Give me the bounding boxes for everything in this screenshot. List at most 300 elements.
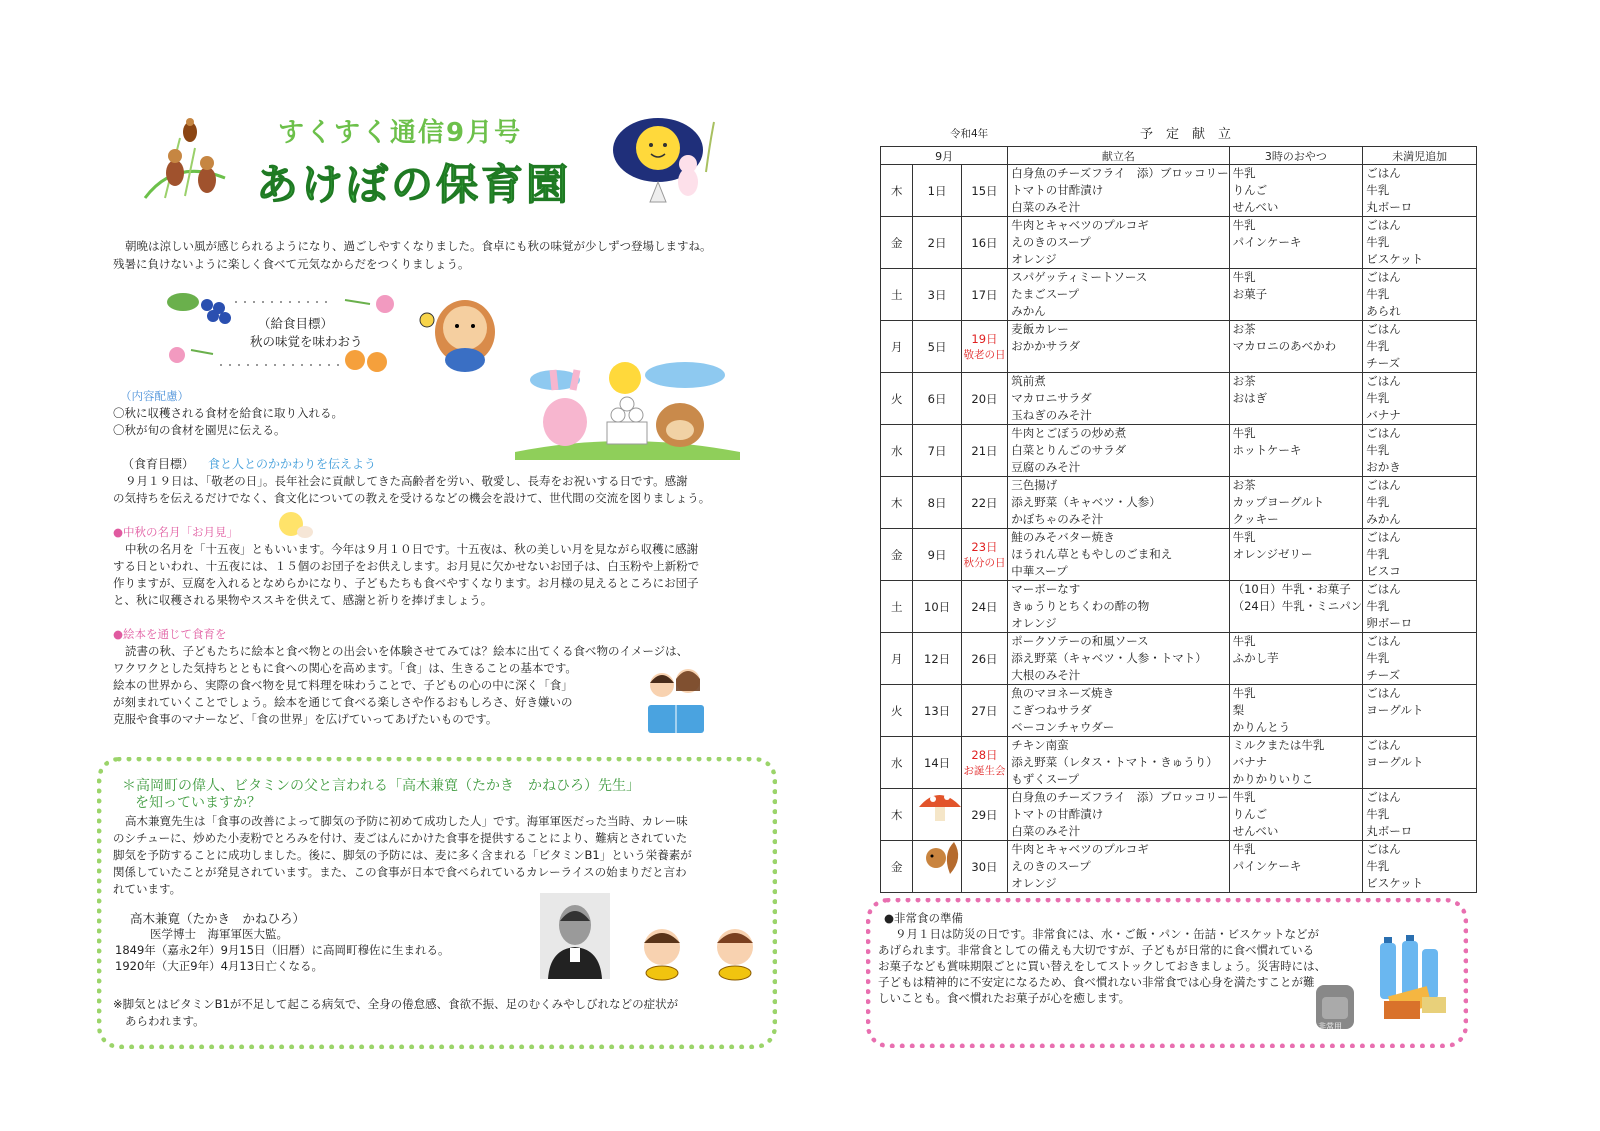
extra-item: 丸ボーロ	[1366, 200, 1413, 214]
book-text-line: 絵本の世界から、実際の食べ物を見て料理を味わうことで、子どもの心の中に深く「食」	[113, 678, 573, 692]
menu-item: トマトの甘酢漬け	[1011, 807, 1104, 821]
snack-item	[1233, 875, 1363, 892]
snack-item: （24日）牛乳・ミニパン	[1232, 599, 1363, 613]
emergency-text-line: 子どもは精神的に不安定になるため、食べ慣れない非常食では心身を満たすことが難	[878, 975, 1315, 989]
menu-item: 白菜とりんごのサラダ	[1011, 443, 1127, 457]
emergency-heading: ●非常食の準備	[884, 911, 964, 925]
date-cell: 9日	[913, 529, 961, 581]
menu-item: 添え野菜（レタス・トマト・きゅうり）	[1011, 755, 1218, 769]
edu-text-line: の気持ちを伝えるだけでなく、食文化についての教えを受けるなどの機会を設けて、世代間の交流を図りましょう。	[113, 491, 711, 505]
menu-cell	[1008, 581, 1229, 633]
newsletter-title: すくすく通信9月号	[278, 118, 523, 148]
extra-item: チーズ	[1366, 668, 1401, 682]
snack-cell	[1229, 165, 1363, 217]
date2-cell	[961, 425, 1008, 477]
menu-row	[881, 685, 1477, 737]
menu-cell	[1008, 685, 1229, 737]
header-extra: 未満児追加	[1363, 147, 1477, 165]
snack-cell	[1229, 321, 1363, 373]
menu-item: 牛肉とキャベツのプルコギ	[1011, 842, 1149, 856]
date-cell: 5日	[913, 321, 961, 373]
snack-item: お茶	[1232, 374, 1256, 388]
snack-item: ミルクまたは牛乳	[1232, 738, 1325, 752]
nursery-name: あけぼの保育園	[256, 160, 572, 209]
snack-item: 牛乳	[1232, 166, 1256, 180]
menu-item: オレンジ	[1011, 252, 1057, 266]
menu-row	[881, 165, 1477, 217]
date2-value: 29日	[971, 807, 998, 822]
date-cell: 10日	[913, 581, 961, 633]
snack-item: りんご	[1232, 183, 1268, 197]
date-cell: 14日	[913, 737, 961, 789]
day-of-week-cell: 火	[881, 685, 913, 737]
day-of-week-cell: 土	[881, 269, 913, 321]
snack-item: （10日）牛乳・お菓子	[1232, 582, 1351, 596]
takagi-bio-line: 1849年（嘉永2年）9月15日（旧暦）に高岡町穆佐に生まれる。	[115, 943, 450, 957]
moon-text-line: 作りますが、豆腐を入れるとなめらかになり、子どもたちも食べやすくなります。お月様の見えるところにお団子	[113, 576, 699, 590]
snack-item: 牛乳	[1232, 530, 1256, 544]
takagi-name: 高木兼寛（たかき かねひろ）	[130, 911, 306, 926]
extra-item: ごはん	[1366, 842, 1401, 856]
menu-item: オレンジ	[1011, 876, 1057, 890]
menu-row	[881, 529, 1477, 581]
day-of-week-cell: 木	[881, 165, 913, 217]
snack-item: 牛乳	[1232, 426, 1256, 440]
menu-item: みかん	[1011, 304, 1046, 318]
header-menu: 献立名	[1008, 147, 1229, 165]
takagi-bio-line: 医学博士 海軍軍医大監。	[150, 927, 288, 941]
menu-row	[881, 841, 1477, 893]
menu-cell	[1008, 477, 1229, 529]
extra-item: 丸ボーロ	[1366, 824, 1413, 838]
menu-row	[881, 321, 1477, 373]
menu-row	[881, 633, 1477, 685]
date2-value: 16日	[971, 235, 998, 250]
extra-cell	[1363, 789, 1477, 841]
date-cell: 13日	[913, 685, 961, 737]
extra-cell	[1363, 633, 1477, 685]
menu-item: かぼちゃのみそ汁	[1011, 512, 1104, 526]
extra-item	[1366, 771, 1476, 788]
squirrel-icon	[920, 838, 964, 878]
date2-value: 15日	[971, 183, 998, 198]
snack-item: クッキー	[1232, 512, 1279, 526]
takagi-bio-line: 1920年（大正9年）4月13日亡くなる。	[115, 959, 324, 973]
snack-item	[1233, 667, 1363, 684]
extra-item: 牛乳	[1366, 547, 1390, 561]
extra-item: ごはん	[1366, 686, 1401, 700]
extra-item: 牛乳	[1366, 339, 1390, 353]
menu-cell	[1008, 633, 1229, 685]
extra-cell	[1363, 737, 1477, 789]
extra-item: ごはん	[1366, 322, 1401, 336]
menu-item: 鮭のみそバター焼き	[1011, 530, 1115, 544]
date2-value: 28日	[971, 748, 998, 762]
extra-item: ごはん	[1366, 582, 1401, 596]
snack-item: おはぎ	[1232, 391, 1268, 405]
extra-item: ごはん	[1366, 218, 1401, 232]
extra-item: ビスコ	[1366, 564, 1401, 578]
emergency-text-line: お菓子なども賞味期限ごとに買い替えをしてストックしておきましょう。災害時には、	[878, 959, 1327, 973]
extra-item: 牛乳	[1366, 859, 1390, 873]
menu-item: 筑前煮	[1011, 374, 1046, 388]
extra-item: 牛乳	[1366, 391, 1390, 405]
extra-item: 牛乳	[1366, 235, 1390, 249]
extra-item: ごはん	[1366, 738, 1401, 752]
extra-item: ごはん	[1366, 426, 1401, 440]
menu-item: チキン南蛮	[1011, 738, 1069, 752]
extra-cell	[1363, 581, 1477, 633]
menu-item: 豆腐のみそ汁	[1011, 460, 1081, 474]
book-section-heading: ●絵本を通じて食育を	[113, 627, 227, 641]
menu-row	[881, 269, 1477, 321]
edu-goal-label: （食育目標）	[122, 457, 195, 471]
date-cell: 12日	[913, 633, 961, 685]
extra-cell	[1363, 425, 1477, 477]
extra-item: ごはん	[1366, 634, 1401, 648]
takagi-heading-line: を知っていますか？	[135, 795, 261, 811]
children-reading-illustration	[640, 665, 710, 737]
menu-item: 大根のみそ汁	[1011, 668, 1081, 682]
content-item: 〇秋が旬の食材を園児に伝える。	[113, 423, 286, 437]
moon-night-illustration	[610, 112, 720, 207]
snack-item: お茶	[1232, 322, 1256, 336]
moon-viewing-illustration	[515, 360, 740, 460]
snack-item	[1233, 459, 1363, 476]
day-of-week-cell: 金	[881, 841, 913, 893]
menu-row	[881, 217, 1477, 269]
date-cell: 6日	[913, 373, 961, 425]
content-heading: （内容配慮）	[120, 389, 189, 403]
takagi-text-line: 関係していたことが発見されています。また、この食事が日本で食べられているカレーライスの始まりだと言わ	[113, 865, 687, 879]
date2-value: 30日	[971, 859, 998, 874]
extra-item: 牛乳	[1366, 287, 1390, 301]
menu-item: えのきのスープ	[1011, 235, 1091, 249]
snack-item: 牛乳	[1232, 842, 1256, 856]
takagi-portrait	[540, 893, 610, 979]
footnote-line: ※脚気とはビタミンB1が不足して起こる病気で、全身の倦怠感、食欲不振、足のむくみやしびれなどの症状が	[113, 997, 679, 1011]
emergency-text-line: ９月１日は防災の日です。非常食には、水・ご飯・パン・缶詰・ビスケットなどが	[895, 927, 1320, 941]
date2-cell	[961, 529, 1008, 581]
menu-item: 牛肉とキャベツのプルコギ	[1011, 218, 1149, 232]
snack-item: マカロニのあべかわ	[1232, 339, 1337, 353]
snack-cell	[1229, 477, 1363, 529]
date2-value: 17日	[971, 287, 998, 302]
takagi-heading-line: ＊高岡町の偉人、ビタミンの父と言われる「高木兼寛（たかき かねひろ）先生」	[122, 778, 640, 794]
snack-item: ホットケーキ	[1232, 443, 1302, 457]
emergency-bag-label: 非常用	[1318, 1022, 1342, 1031]
menu-item: ベーコンチャウダー	[1011, 720, 1115, 734]
snack-item	[1233, 355, 1363, 372]
book-text-line: 読書の秋、子どもたちに絵本と食べ物との出会いを体験させてみては？絵本に出てくる食べ物のイメージは、	[125, 644, 689, 658]
snack-item: 牛乳	[1232, 270, 1256, 284]
date2-value: 21日	[971, 443, 998, 458]
snack-item: せんべい	[1232, 824, 1279, 838]
footnote-line: あらわれます。	[125, 1014, 205, 1028]
day-of-week-cell: 月	[881, 633, 913, 685]
date-cell: 8日	[913, 477, 961, 529]
menu-table	[880, 146, 1477, 893]
extra-item: ごはん	[1366, 166, 1401, 180]
menu-item: ポークソテーの和風ソース	[1011, 634, 1149, 648]
menu-cell	[1008, 217, 1229, 269]
extra-cell	[1363, 841, 1477, 893]
menu-item: 白身魚のチーズフライ 添）ブロッコリー	[1011, 166, 1229, 180]
day-of-week-cell: 月	[881, 321, 913, 373]
day-of-week-cell: 木	[881, 789, 913, 841]
date2-cell	[961, 581, 1008, 633]
extra-item: みかん	[1366, 512, 1401, 526]
snack-item: ふかし芋	[1232, 651, 1279, 665]
date2-value: 26日	[971, 651, 998, 666]
snack-cell	[1229, 737, 1363, 789]
menu-item: 麦飯カレー	[1011, 322, 1069, 336]
menu-item: 白菜のみそ汁	[1011, 824, 1081, 838]
day-of-week-cell: 水	[881, 425, 913, 477]
day-of-week-cell: 木	[881, 477, 913, 529]
snack-item: りんご	[1232, 807, 1268, 821]
moon-bunny-icon	[275, 510, 315, 540]
day-of-week-cell: 金	[881, 217, 913, 269]
emergency-text-line: しいことも。食べ慣れたお菓子が心を癒します。	[878, 991, 1131, 1005]
edu-text-line: ９月１９日は、「敬老の日」。長年社会に貢献してきた高齢者を労い、敬愛し、長寿をお祝いする日です。感謝	[125, 474, 688, 488]
snack-item: パインケーキ	[1232, 235, 1302, 249]
menu-item: マーボーなす	[1011, 582, 1081, 596]
menu-row	[881, 737, 1477, 789]
date2-cell	[961, 685, 1008, 737]
snack-item: お茶	[1232, 478, 1256, 492]
menu-item: おかかサラダ	[1011, 339, 1081, 353]
day-of-week-cell: 水	[881, 737, 913, 789]
date-cell: 2日	[913, 217, 961, 269]
holiday-note: 秋分の日	[963, 557, 1006, 569]
snack-item: カップヨーグルト	[1232, 495, 1325, 509]
content-item: 〇秋に収穫される食材を給食に取り入れる。	[113, 406, 343, 420]
date2-value: 19日	[971, 332, 998, 346]
menu-item: 玉ねぎのみそ汁	[1011, 408, 1092, 422]
snack-item: パインケーキ	[1232, 859, 1302, 873]
moon-text-line: と、秋に収穫される果物やススキを供えて、感謝と祈りを捧げましょう。	[113, 593, 493, 607]
edu-goal: 食と人とのかかわりを伝えよう	[208, 457, 377, 471]
menu-item: えのきのスープ	[1011, 859, 1091, 873]
menu-cell	[1008, 841, 1229, 893]
date2-cell	[961, 841, 1008, 893]
menu-table-header	[881, 147, 1477, 165]
extra-item: ビスケット	[1366, 252, 1424, 266]
extra-item: ごはん	[1366, 478, 1401, 492]
date2-cell	[961, 373, 1008, 425]
menu-item: スパゲッティミートソース	[1011, 270, 1148, 284]
day-of-week-cell: 金	[881, 529, 913, 581]
extra-cell	[1363, 373, 1477, 425]
book-text-line: 克服や食事のマナーなど、「食の世界」を広げていってあげたいものです。	[113, 712, 498, 726]
menu-item: ほうれん草ともやしのごま和え	[1011, 547, 1173, 561]
extra-item: 牛乳	[1366, 495, 1390, 509]
menu-table-title: 予 定 献 立	[1140, 127, 1232, 142]
moon-text-line: 中秋の名月を「十五夜」ともいいます。今年は９月１０日です。十五夜は、秋の美しい月を見ながら収穫に感謝	[125, 542, 699, 556]
menu-item: オレンジ	[1011, 616, 1057, 630]
snack-cell	[1229, 373, 1363, 425]
menu-item: 魚のマヨネーズ焼き	[1011, 686, 1115, 700]
moon-section-heading: ●中秋の名月「お月見」	[113, 525, 239, 539]
extra-item: チーズ	[1366, 356, 1401, 370]
header-snack: 3時のおやつ	[1229, 147, 1363, 165]
date-cell: 3日	[913, 269, 961, 321]
intro-line: 朝晩は涼しい風が感じられるようになり、過ごしやすくなりました。食卓にも秋の味覚が少しずつ登場しますね。	[125, 239, 712, 253]
takagi-text-line: のシチューに、炒めた小麦粉でとろみを付け、麦ごはんにかけた食事を提供することにより、難病とされていた	[113, 831, 688, 845]
header-month: 9月	[881, 147, 1008, 165]
snack-cell	[1229, 529, 1363, 581]
extra-item: ごはん	[1366, 790, 1401, 804]
meal-goal: 秋の味覚を味わおう	[250, 334, 363, 349]
extra-item: ヨーグルト	[1366, 755, 1424, 769]
extra-item: ヨーグルト	[1366, 703, 1424, 717]
menu-item: 白身魚のチーズフライ 添）ブロッコリー	[1011, 790, 1229, 804]
extra-item: ビスケット	[1366, 876, 1424, 890]
extra-cell	[1363, 529, 1477, 581]
menu-cell	[1008, 737, 1229, 789]
snack-cell	[1229, 633, 1363, 685]
date2-value: 24日	[971, 599, 998, 614]
menu-cell	[1008, 165, 1229, 217]
children-eating-curry-illustration	[640, 925, 760, 983]
extra-cell	[1363, 685, 1477, 737]
extra-cell	[1363, 217, 1477, 269]
extra-item: 牛乳	[1366, 443, 1390, 457]
intro-line: 残暑に負けないように楽しく食べて元気なからだをつくりましょう。	[113, 257, 470, 271]
menu-cell	[1008, 321, 1229, 373]
extra-item	[1366, 719, 1476, 736]
snack-item: お菓子	[1232, 287, 1268, 301]
date2-cell	[961, 217, 1008, 269]
menu-item: マカロニサラダ	[1011, 391, 1092, 405]
moon-text-line: する日といわれ、十五夜には、１５個のお団子をお供えします。お月見に欠かせないお団子は、白玉粉や上新粉で	[113, 559, 700, 573]
snack-item	[1233, 563, 1363, 580]
extra-item: 牛乳	[1366, 183, 1390, 197]
menu-item: 牛肉とごぼうの炒め煮	[1011, 426, 1127, 440]
menu-item: 白菜のみそ汁	[1011, 200, 1081, 214]
date2-value: 22日	[971, 495, 998, 510]
snack-item: オレンジゼリー	[1232, 547, 1313, 561]
snack-item	[1233, 303, 1363, 320]
snack-item: かりんとう	[1232, 720, 1291, 734]
date2-cell	[961, 165, 1008, 217]
extra-item: ごはん	[1366, 270, 1401, 284]
menu-cell	[1008, 529, 1229, 581]
holiday-note: お誕生会	[963, 765, 1006, 777]
book-text-line: ワクワクとした気持ちとともに食への関心を高めます。「食」は、生きることの基本です。	[113, 661, 577, 675]
menu-row	[881, 425, 1477, 477]
menu-item: きゅうりとちくわの酢の物	[1011, 599, 1150, 613]
date2-value: 27日	[971, 703, 998, 718]
date-cell: 7日	[913, 425, 961, 477]
menu-item: 三色揚げ	[1011, 478, 1058, 492]
date2-value: 20日	[971, 391, 998, 406]
extra-item: おかき	[1366, 460, 1401, 474]
snack-item: せんべい	[1232, 200, 1279, 214]
snack-item: バナナ	[1232, 755, 1268, 769]
date2-cell	[961, 269, 1008, 321]
menu-item: 中華スープ	[1011, 564, 1068, 578]
snack-item: 牛乳	[1232, 686, 1256, 700]
date2-value: 23日	[971, 540, 998, 554]
date-cell: 1日	[913, 165, 961, 217]
book-text-line: が刻まれていくことでしょう。絵本を通じて食べる楽しさや作るおもしろさ、好き嫌いの	[113, 695, 573, 709]
snack-item	[1233, 407, 1363, 424]
takagi-text-line: 脚気を予防することに成功しました。後に、脚気の予防には、麦に多く含まれる「ビタミンB1」という栄養素が	[113, 848, 692, 862]
day-of-week-cell: 火	[881, 373, 913, 425]
extra-item: ごはん	[1366, 374, 1401, 388]
era-label: 令和4年	[950, 128, 989, 140]
snack-cell	[1229, 789, 1363, 841]
snack-item	[1233, 251, 1363, 268]
snack-item: 牛乳	[1232, 634, 1256, 648]
day-of-week-cell: 土	[881, 581, 913, 633]
holiday-note: 敬老の日	[963, 349, 1006, 361]
extra-cell	[1363, 165, 1477, 217]
extra-item: 牛乳	[1366, 651, 1390, 665]
extra-item: 卵ボーロ	[1366, 616, 1413, 630]
menu-row	[881, 477, 1477, 529]
menu-item: こぎつねサラダ	[1011, 703, 1092, 717]
menu-item: たまごスープ	[1011, 287, 1080, 301]
menu-row	[881, 373, 1477, 425]
date2-cell	[961, 789, 1008, 841]
snack-item: 梨	[1232, 703, 1245, 717]
extra-item: あられ	[1366, 304, 1401, 318]
extra-item: 牛乳	[1366, 807, 1390, 821]
date2-cell	[961, 737, 1008, 789]
meal-goal-label: （給食目標）	[258, 316, 334, 331]
snack-cell	[1229, 269, 1363, 321]
extra-cell	[1363, 477, 1477, 529]
menu-item: もずくスープ	[1011, 772, 1080, 786]
menu-item: 添え野菜（キャベツ・人参・トマト）	[1011, 651, 1207, 665]
extra-cell	[1363, 269, 1477, 321]
takagi-text-line: 高木兼寛先生は「食事の改善によって脚気の予防に初めて成功した人」です。海軍軍医だった当時、カレー味	[125, 814, 688, 828]
snack-item: 牛乳	[1232, 218, 1256, 232]
menu-cell	[1008, 373, 1229, 425]
snack-item	[1233, 615, 1363, 632]
extra-item: ごはん	[1366, 530, 1401, 544]
snack-cell	[1229, 685, 1363, 737]
menu-row	[881, 789, 1477, 841]
snack-item: かりかりいりこ	[1232, 772, 1314, 786]
snack-cell	[1229, 217, 1363, 269]
extra-cell	[1363, 321, 1477, 373]
date2-cell	[961, 633, 1008, 685]
menu-item	[1011, 355, 1228, 372]
menu-cell	[1008, 789, 1229, 841]
emergency-text-line: あげられます。非常食としての備えも大切ですが、子どもが日常的に食べ慣れている	[878, 943, 1315, 957]
menu-row	[881, 581, 1477, 633]
date2-cell	[961, 321, 1008, 373]
extra-item: バナナ	[1366, 408, 1401, 422]
cricket-band-illustration	[135, 118, 230, 203]
snack-item: 牛乳	[1232, 790, 1256, 804]
menu-item: トマトの甘酢漬け	[1011, 183, 1104, 197]
menu-cell	[1008, 425, 1229, 477]
takagi-text-line: れています。	[113, 882, 182, 896]
mushroom-icon	[915, 787, 965, 823]
snack-cell	[1229, 425, 1363, 477]
extra-item: 牛乳	[1366, 599, 1390, 613]
menu-item: 添え野菜（キャベツ・人参）	[1011, 495, 1161, 509]
menu-cell	[1008, 269, 1229, 321]
snack-cell	[1229, 841, 1363, 893]
snack-cell	[1229, 581, 1363, 633]
date2-cell	[961, 477, 1008, 529]
